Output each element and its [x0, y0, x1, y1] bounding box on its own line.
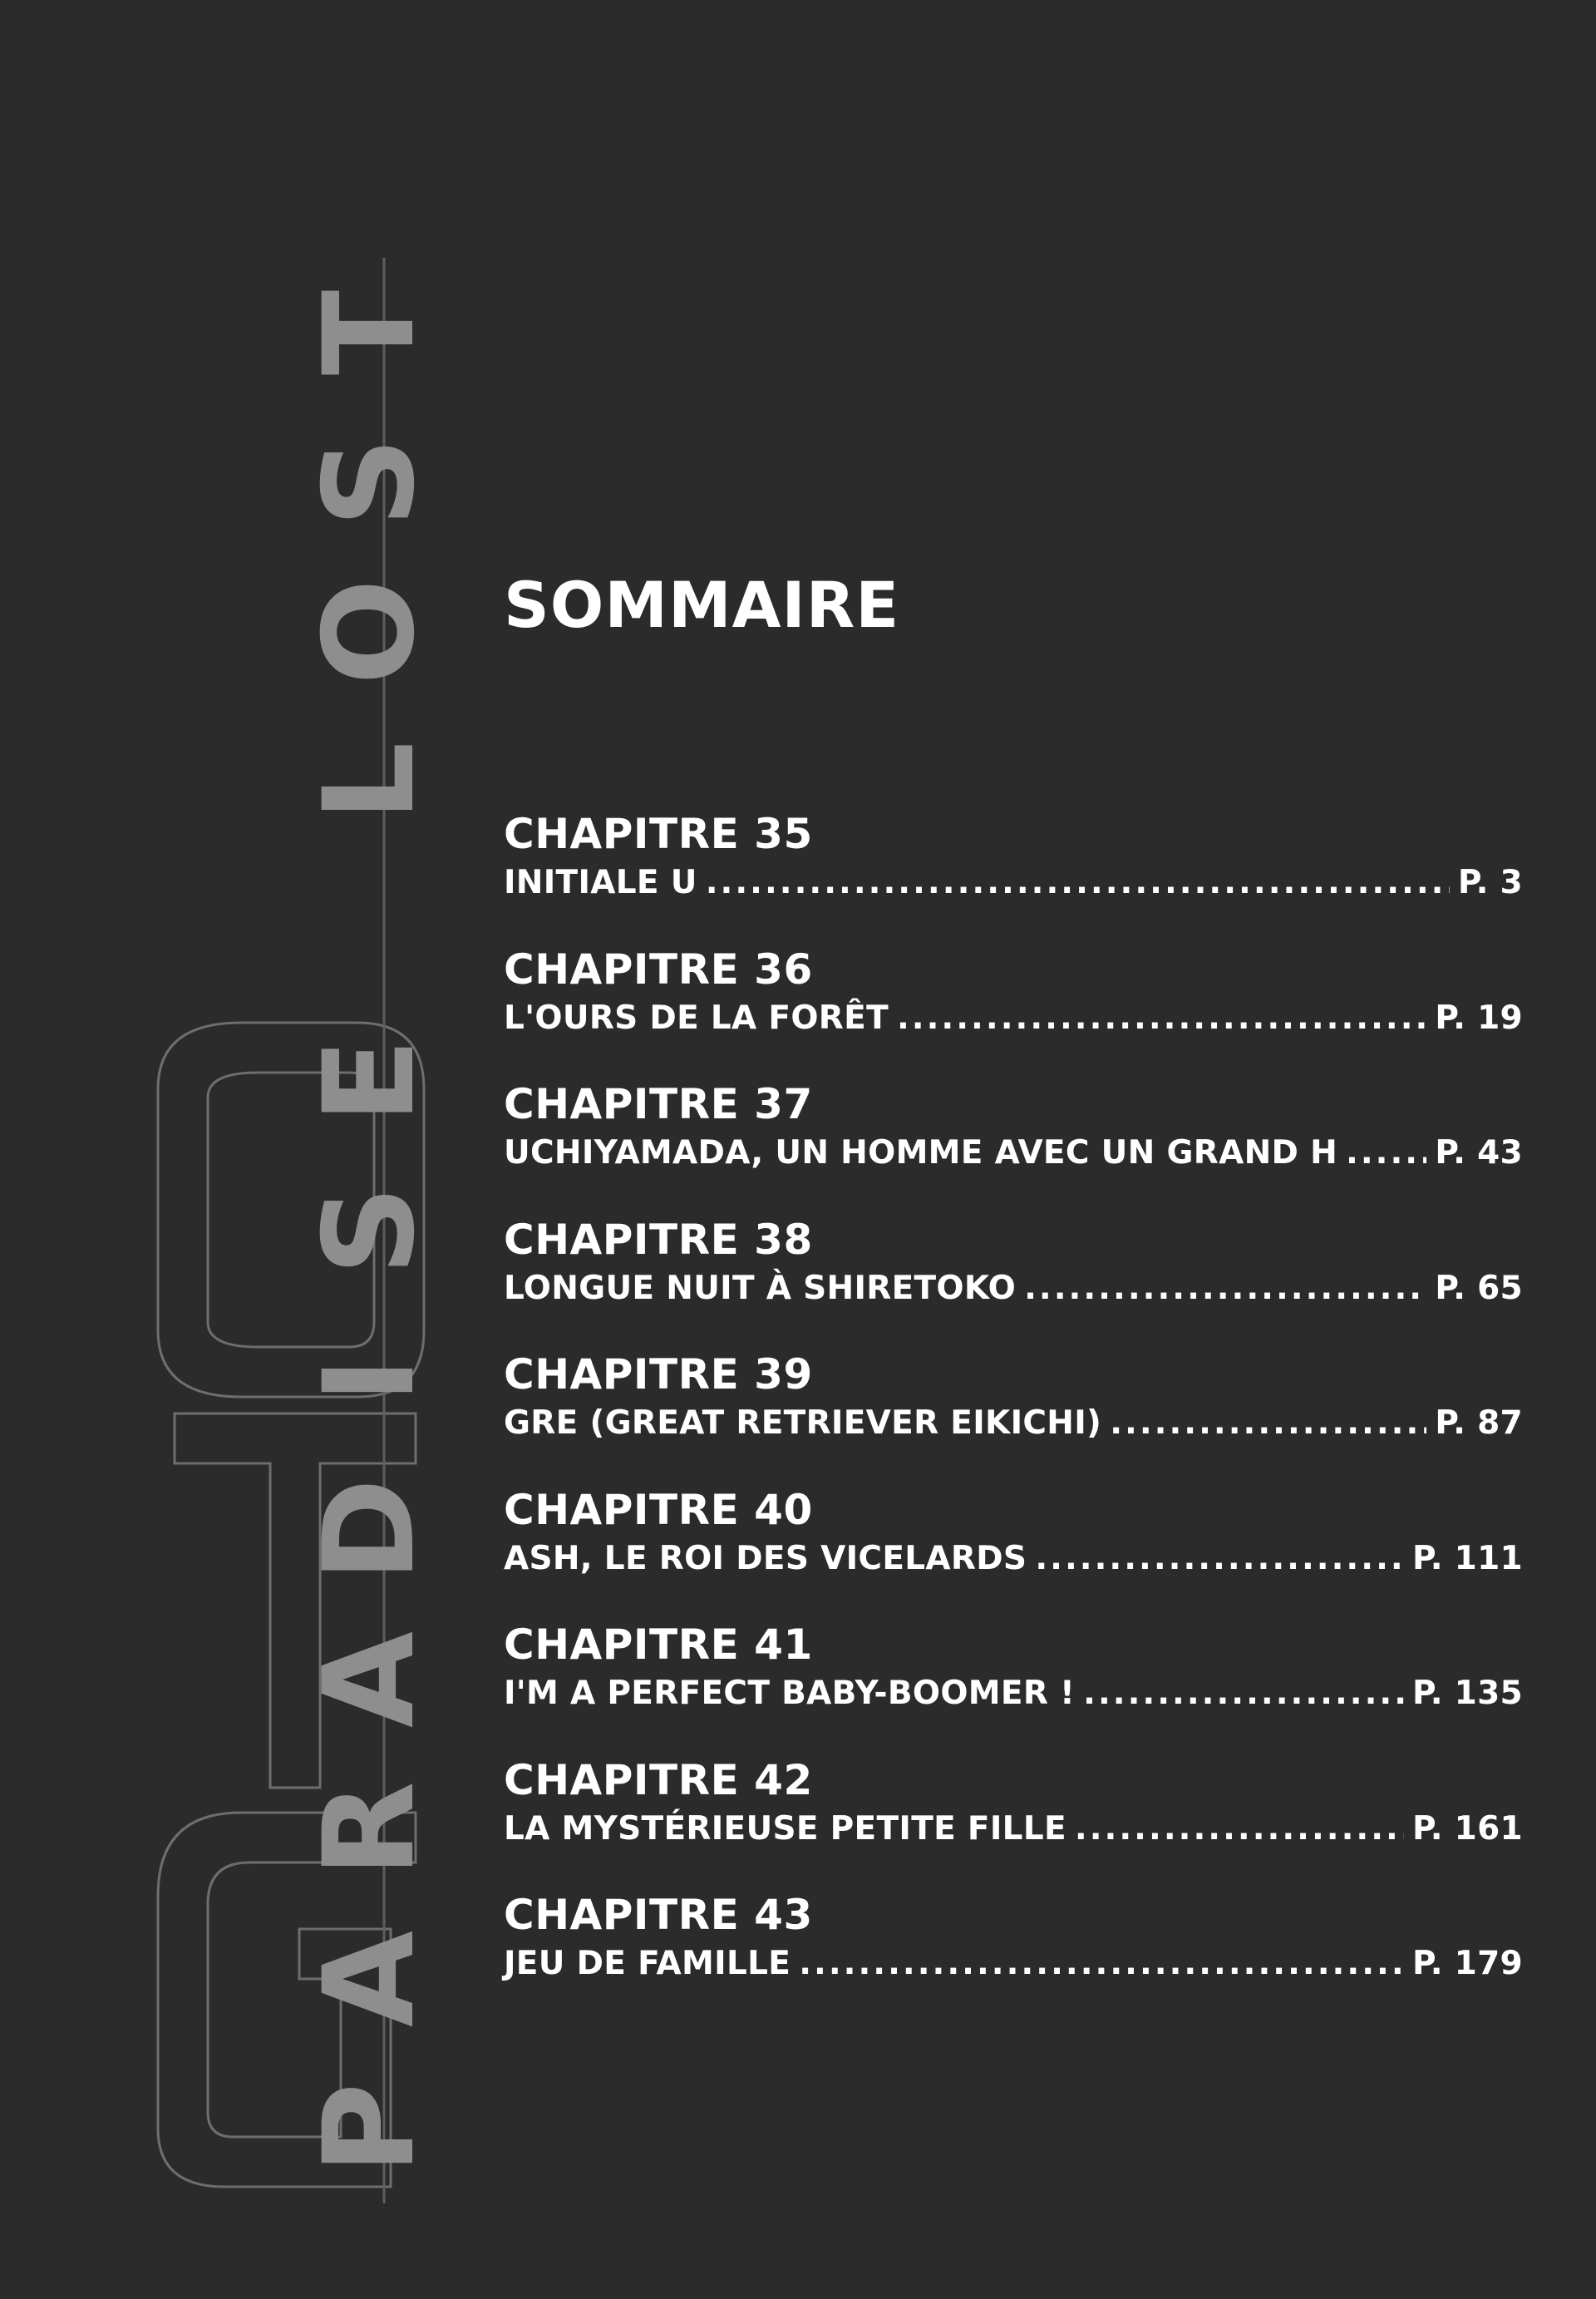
dot-leader	[799, 1947, 1404, 1980]
page-number: P. 161	[1411, 1809, 1523, 1848]
vertical-letter: E	[298, 1038, 442, 1124]
dot-leader	[1075, 1813, 1404, 1845]
chapter-title: INITIALE U	[504, 864, 697, 901]
vertical-letter: T	[298, 289, 442, 376]
vertical-letter: P	[298, 2083, 442, 2174]
chapter-entry-40[interactable]	[504, 1485, 1526, 1625]
chapter-entry-36[interactable]	[504, 945, 1526, 1084]
vertical-title-paradise-lost	[298, 266, 442, 2195]
vertical-letter: R	[298, 1781, 442, 1877]
chapter-label: CHAPITRE 37	[504, 1080, 813, 1128]
chapter-label: CHAPITRE 42	[504, 1755, 813, 1804]
chapter-title: ASH, LE ROI DES VICELARDS	[504, 1539, 1027, 1577]
dot-leader	[706, 866, 1450, 899]
chapter-entry-37[interactable]	[504, 1080, 1526, 1219]
page-number: P. 135	[1411, 1675, 1523, 1712]
chapter-list	[504, 810, 1526, 2030]
page-number: P. 3	[1457, 864, 1523, 901]
vertical-letter: A	[298, 1930, 442, 2028]
chapter-title: LONGUE NUIT À SHIRETOKO	[504, 1269, 1017, 1307]
dot-leader	[897, 1002, 1426, 1034]
vertical-letter: I	[298, 1357, 442, 1404]
chapter-line	[504, 999, 1523, 1037]
chapter-title: GRE (GREAT RETRIEVER EIKICHI)	[504, 1404, 1102, 1442]
chapter-line	[504, 1134, 1523, 1172]
chapter-entry-35[interactable]	[504, 810, 1526, 949]
chapter-title: L'OURS DE LA FORÊT	[504, 999, 889, 1037]
chapter-line	[504, 1539, 1523, 1577]
page-number: P. 87	[1435, 1404, 1523, 1442]
page-number: P. 179	[1411, 1945, 1523, 1982]
dot-leader	[1035, 1542, 1404, 1575]
chapter-line	[504, 1675, 1523, 1712]
table-of-contents	[504, 568, 1526, 2043]
chapter-entry-38[interactable]	[504, 1215, 1526, 1354]
page-number: P. 43	[1435, 1134, 1523, 1172]
page-title: SOMMAIRE	[504, 568, 900, 642]
vertical-letter	[308, 869, 441, 994]
chapter-line	[504, 1269, 1523, 1307]
dot-leader	[1346, 1137, 1426, 1169]
vertical-letter: A	[298, 1631, 442, 1729]
chapter-label: CHAPITRE 43	[504, 1891, 813, 1939]
chapter-line	[504, 866, 1523, 899]
dot-leader	[1083, 1677, 1404, 1709]
chapter-entry-42[interactable]	[504, 1755, 1526, 1895]
chapter-line	[504, 1404, 1523, 1442]
chapter-label: CHAPITRE 36	[504, 945, 813, 994]
chapter-title: I'M A PERFECT BABY-BOOMER !	[504, 1675, 1076, 1712]
vertical-letter: S	[298, 437, 442, 528]
chapter-title: LA MYSTÉRIEUSE PETITE FILLE	[504, 1809, 1066, 1848]
vertical-letter: D	[298, 1478, 442, 1582]
chapter-title: UCHIYAMADA, UN HOMME AVEC UN GRAND H	[504, 1134, 1338, 1172]
page-number: P. 111	[1411, 1539, 1523, 1577]
dot-leader	[1110, 1407, 1426, 1439]
vertical-letter: O	[298, 579, 442, 685]
chapter-title: JEU DE FAMILLE	[504, 1945, 791, 1982]
vertical-letter: L	[298, 742, 442, 821]
chapter-line	[504, 1947, 1523, 1980]
chapter-line	[504, 1809, 1523, 1848]
chapter-label: CHAPITRE 39	[504, 1350, 813, 1399]
chapter-label: CHAPITRE 41	[504, 1621, 813, 1669]
page-number: P. 19	[1435, 999, 1523, 1037]
chapter-label: CHAPITRE 35	[504, 810, 813, 858]
chapter-label: CHAPITRE 40	[504, 1485, 813, 1534]
vertical-letter: S	[298, 1185, 442, 1276]
chapter-entry-43[interactable]	[504, 1891, 1526, 2030]
chapter-entry-41[interactable]	[504, 1621, 1526, 1759]
dot-leader	[1024, 1272, 1426, 1305]
chapter-entry-39[interactable]	[504, 1350, 1526, 1489]
chapter-label: CHAPITRE 38	[504, 1215, 813, 1264]
page-number: P. 65	[1435, 1269, 1523, 1307]
